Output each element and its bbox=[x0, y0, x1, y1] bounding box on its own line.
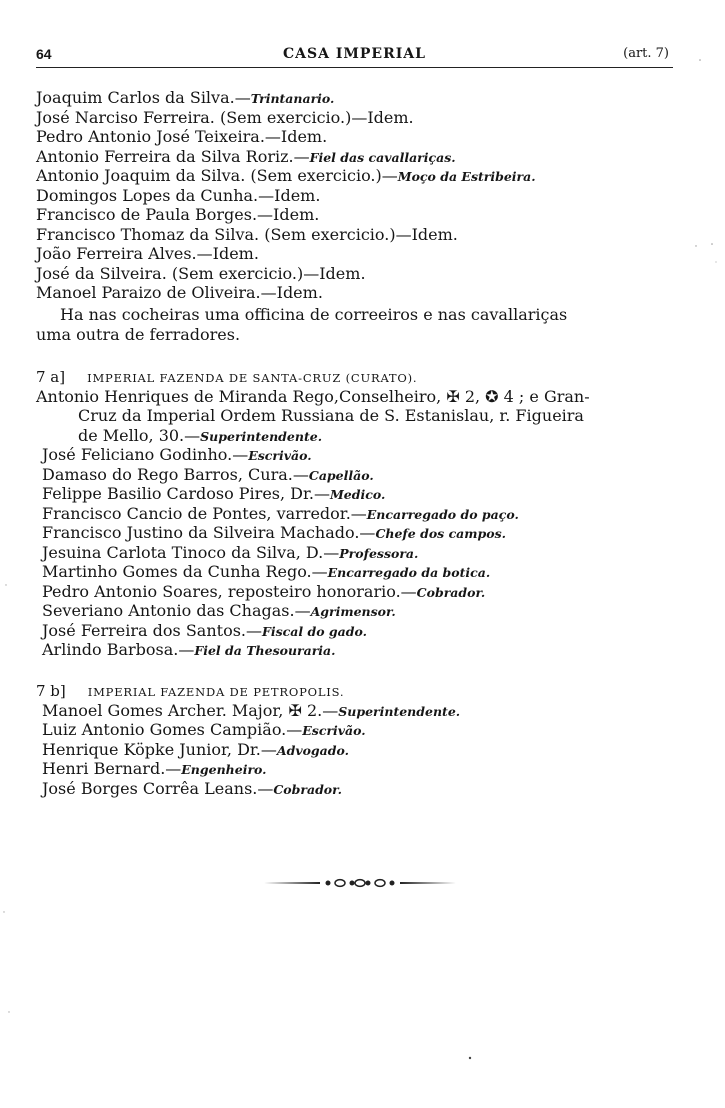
entry-role: Encarregado da botica. bbox=[327, 565, 491, 580]
entry-role: Superintendente. bbox=[200, 428, 323, 444]
entry-name: Luiz Antonio Gomes Campião.— bbox=[42, 720, 303, 739]
article-reference: (art. 7) bbox=[623, 46, 669, 61]
entry-role: Chefe dos campos. bbox=[375, 526, 506, 541]
entry-role: Superintendente. bbox=[338, 703, 461, 719]
entry-role: Engenheiro. bbox=[181, 762, 267, 777]
entry-name: Severiano Antonio das Chagas.— bbox=[42, 601, 311, 620]
entry-role: Fiel da Thesouraria. bbox=[194, 643, 336, 658]
entry-role: Professora. bbox=[339, 545, 419, 561]
entry-role: Cobrador. bbox=[273, 781, 342, 797]
entry-name: Francisco Justino da Silveira Machado.— bbox=[42, 523, 376, 542]
entry-name: Domingos Lopes da Cunha.—Idem. bbox=[36, 185, 321, 205]
entry-role: Capellão. bbox=[308, 467, 374, 483]
entry-name: Henri Bernard.— bbox=[42, 759, 182, 778]
entry-name: Manoel Gomes Archer. Major, ✠ 2.— bbox=[42, 700, 339, 720]
entry-name: José Narciso Ferreira. (Sem exercicio.)—Idem. bbox=[36, 107, 414, 127]
entry-role: Fiscal do gado. bbox=[262, 623, 367, 639]
section-number: 7 a] bbox=[36, 368, 66, 386]
entry-name: Joaquim Carlos da Silva.— bbox=[36, 88, 251, 107]
entry-name: Martinho Gomes da Cunha Rego.— bbox=[42, 562, 328, 581]
entry-role: Encarregado do paço. bbox=[366, 506, 519, 522]
entry-name: Antonio Joaquim da Silva. (Sem exercicio.)— bbox=[36, 166, 398, 185]
entry-name: José da Silveira. (Sem exercicio.)—Idem. bbox=[36, 263, 366, 283]
entry-name: Francisco Cancio de Pontes, varredor.— bbox=[42, 503, 367, 523]
paragraph-line: uma outra de ferradores. bbox=[36, 324, 241, 344]
entry-name: de Mello, 30.— bbox=[78, 425, 201, 445]
running-title: CASA IMPERIAL bbox=[283, 46, 426, 62]
entry-role: Cobrador. bbox=[416, 584, 486, 600]
entry-name: José Borges Corrêa Leans.— bbox=[42, 778, 274, 798]
entry-name: Francisco de Paula Borges.—Idem. bbox=[36, 205, 320, 224]
entry-name: Damaso do Rego Barros, Cura.— bbox=[42, 464, 309, 484]
section-title: IMPERIAL FAZENDA DE SANTA-CRUZ (CURATO). bbox=[87, 371, 418, 385]
section-title: IMPERIAL FAZENDA DE PETROPOLIS. bbox=[87, 685, 345, 699]
entry-name: Manoel Paraizo de Oliveira.—Idem. bbox=[36, 283, 323, 302]
entry-name: José Ferreira dos Santos.— bbox=[42, 620, 262, 640]
entry-line: Cruz da Imperial Ordem Russiana de S. Estanislau, r. Figueira bbox=[78, 406, 584, 425]
entry-role: Medico. bbox=[329, 487, 386, 502]
entry-name: Jesuina Carlota Tinoco da Silva, D.— bbox=[42, 542, 340, 562]
entry-name: Francisco Thomaz da Silva. (Sem exercicio.)—Idem. bbox=[36, 224, 458, 244]
entry-name: Felippe Basilio Cardoso Pires, Dr.— bbox=[42, 484, 330, 503]
entry-name: Pedro Antonio José Teixeira.—Idem. bbox=[36, 127, 328, 146]
paragraph-line: Ha nas cocheiras uma officina de correeiros e nas cavallariças bbox=[60, 305, 568, 324]
entry-role: Advogado. bbox=[276, 742, 349, 758]
entry-name: Antonio Ferreira da Silva Roriz.— bbox=[36, 146, 310, 166]
entry-name: Pedro Antonio Soares, reposteiro honorario.— bbox=[42, 581, 417, 601]
entry-role: Escrivão. bbox=[248, 448, 312, 463]
entry-name: José Feliciano Godinho.— bbox=[42, 445, 249, 464]
entry-name: Arlindo Barbosa.— bbox=[42, 640, 195, 659]
entry-name: João Ferreira Alves.—Idem. bbox=[36, 244, 259, 263]
entry-role: Moço da Estribeira. bbox=[397, 169, 536, 184]
entry-role: Agrimensor. bbox=[310, 604, 396, 619]
section-number: 7 b] bbox=[36, 682, 66, 700]
entry-name: Henrique Köpke Junior, Dr.— bbox=[42, 739, 277, 759]
entry-role: Trintanario. bbox=[250, 91, 335, 106]
entry-line: Antonio Henriques de Miranda Rego,Conselheiro, ✠ 2, ✪ 4 ; e Gran- bbox=[36, 386, 590, 406]
entry-role: Fiel das cavallariças. bbox=[309, 149, 456, 165]
entry-role: Escrivão. bbox=[302, 723, 366, 738]
page-number: 64 bbox=[36, 46, 52, 62]
